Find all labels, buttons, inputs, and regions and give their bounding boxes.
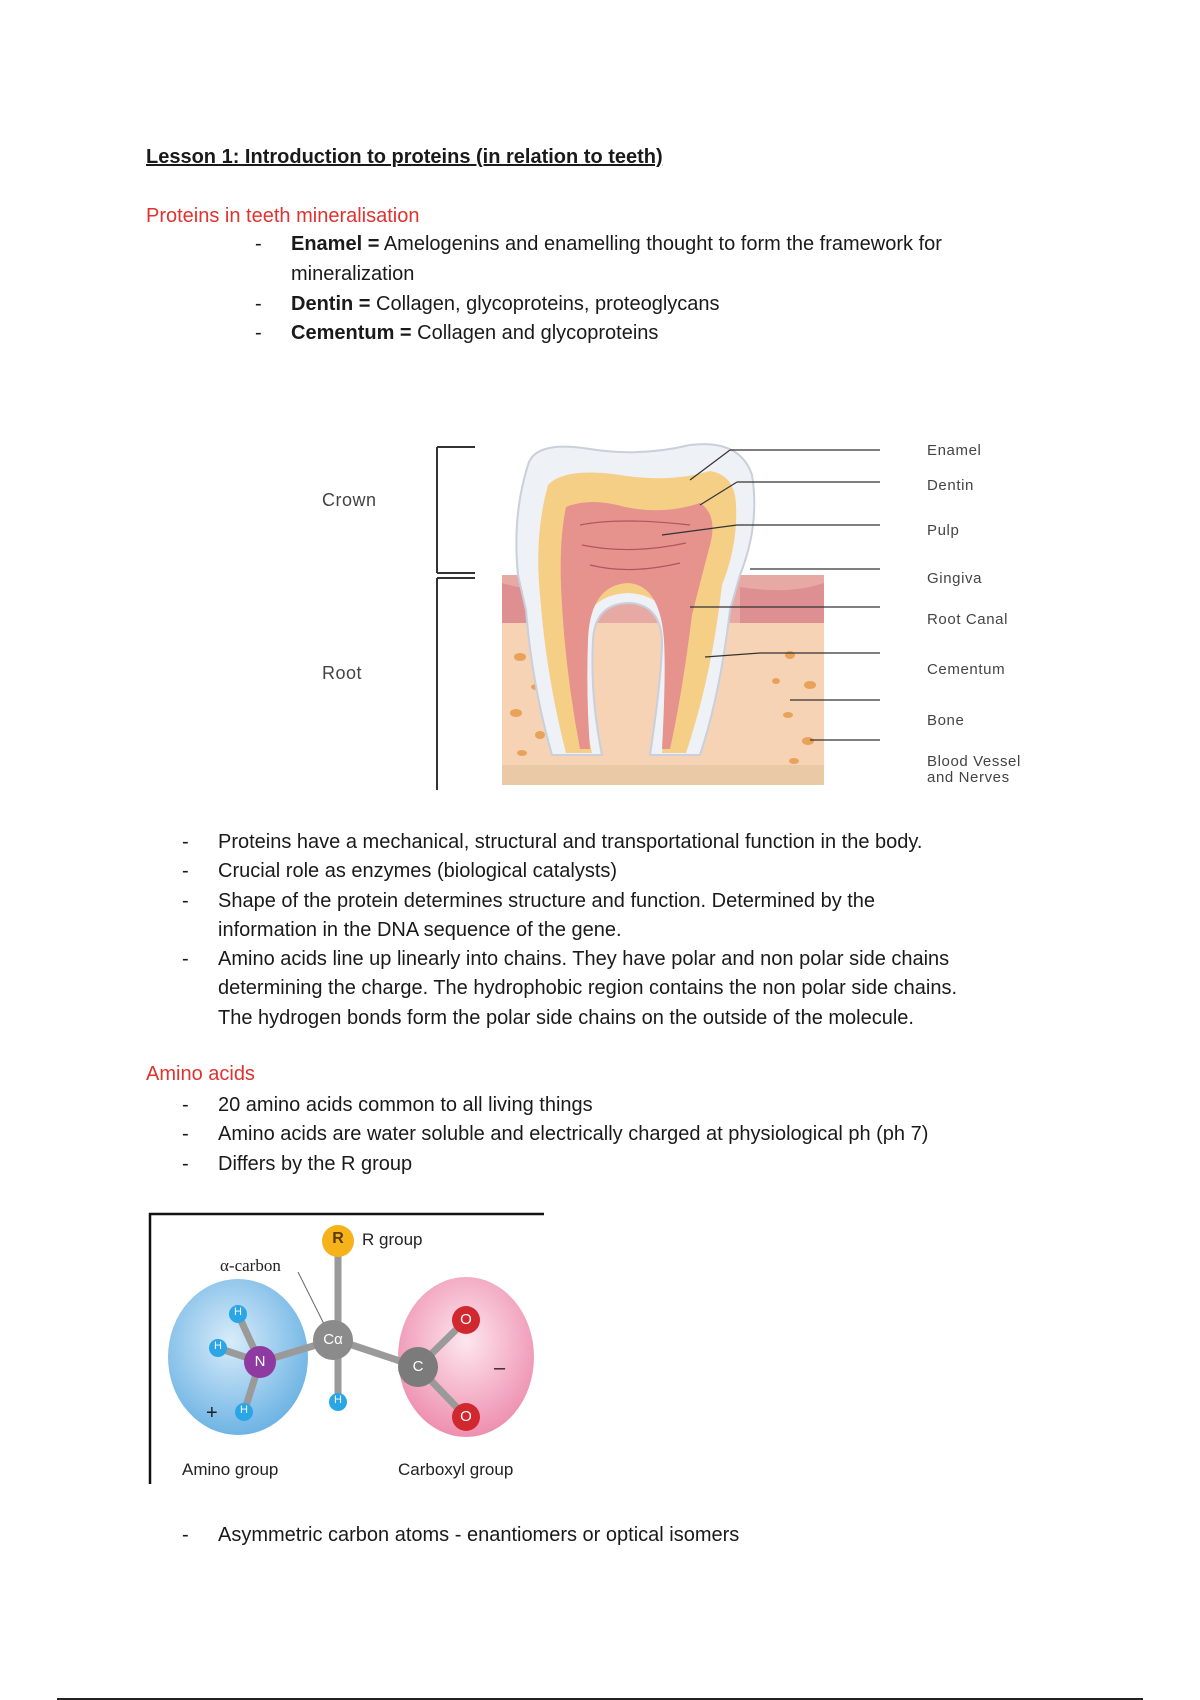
cementum-text: Collagen and glycoproteins [411,322,659,344]
amino-point-1: 20 amino acids common to all living things [218,1094,593,1116]
label-pulp: Pulp [927,522,960,539]
protein-point-3-cont: information in the DNA sequence of the gene. [218,919,622,941]
hydrogen-atom: H [214,1340,222,1352]
label-root-canal: Root Canal [927,611,1009,628]
bullet-dash: - [182,1524,189,1546]
bullet-dash: - [182,860,189,882]
bullet-dash: - [182,1123,189,1145]
protein-point-2: Crucial role as enzymes (biological catalysts) [218,860,618,882]
term-enamel: Enamel = [291,233,380,255]
bullet-dash: - [182,1153,189,1175]
bullet-dash: - [182,890,189,912]
list-item-dentin [291,290,720,319]
amino-acid-figure [148,1212,546,1484]
r-group-label: R group [362,1230,423,1249]
label-gingiva: Gingiva [927,570,983,587]
alpha-carbon-atom: Cα [323,1331,343,1348]
amino-point-2: Amino acids are water soluble and electrically charged at physiological ph (ph 7) [218,1123,929,1145]
hydrogen-atom: H [334,1394,342,1406]
molecule-illustration [148,1212,546,1484]
dentin-text: Collagen, glycoproteins, proteoglycans [370,293,720,315]
protein-point-1: Proteins have a mechanical, structural and transportational function in the body. [218,831,923,853]
bullet-dash: - [182,948,189,970]
protein-point-3: Shape of the protein determines structure and function. Determined by the [218,890,876,912]
oxygen-atom-top: O [460,1311,472,1328]
term-cementum: Cementum = [291,322,412,344]
hydrogen-atom: H [240,1404,248,1416]
oxygen-atom-bottom: O [460,1408,472,1425]
enamel-text-continued: mineralization [291,263,415,285]
carbon-atom: C [412,1358,424,1375]
alpha-carbon-label: α-carbon [220,1256,281,1275]
label-bone: Bone [927,712,965,729]
list-item-cementum [291,319,658,348]
minus-charge: – [494,1357,506,1379]
protein-point-4: Amino acids line up linearly into chains. They have polar and non polar side chains [218,948,950,970]
protein-point-4-cont-1: determining the charge. The hydrophobic region contains the non polar side chains. [218,977,957,999]
hydrogen-atom: H [234,1306,242,1318]
crown-label: Crown [322,490,377,510]
label-blood-vessel: Blood Vessel [927,753,1021,770]
section-heading-amino-acids: Amino acids [146,1063,255,1085]
bullet-dash: - [255,322,262,344]
label-cementum: Cementum [927,661,1006,678]
label-nerves: and Nerves [927,769,1010,786]
protein-point-4-cont-2: The hydrogen bonds form the polar side chains on the outside of the molecule. [218,1007,914,1029]
bullet-dash: - [255,293,262,315]
label-enamel: Enamel [927,442,982,459]
term-dentin: Dentin = [291,293,371,315]
list-item-enamel [291,230,1051,259]
tooth-diagram [290,435,1070,795]
carboxyl-group-label: Carboxyl group [398,1460,514,1479]
enamel-text: Amelogenins and enamelling thought to form the framework for [379,233,942,255]
root-label: Root [322,663,363,683]
amino-group-label: Amino group [182,1460,279,1479]
bullet-dash: - [255,233,262,255]
nitrogen-atom: N [254,1353,266,1370]
bullet-dash: - [182,1094,189,1116]
label-dentin: Dentin [927,477,974,494]
r-atom: R [332,1230,344,1247]
asymmetric-carbon-point: Asymmetric carbon atoms - enantiomers or optical isomers [218,1524,740,1546]
amino-point-3: Differs by the R group [218,1153,413,1175]
section-heading-mineralisation: Proteins in teeth mineralisation [146,205,420,227]
page-title: Lesson 1: Introduction to proteins (in relation to teeth) [146,146,663,168]
bullet-dash: - [182,831,189,853]
plus-charge: + [206,1402,218,1424]
